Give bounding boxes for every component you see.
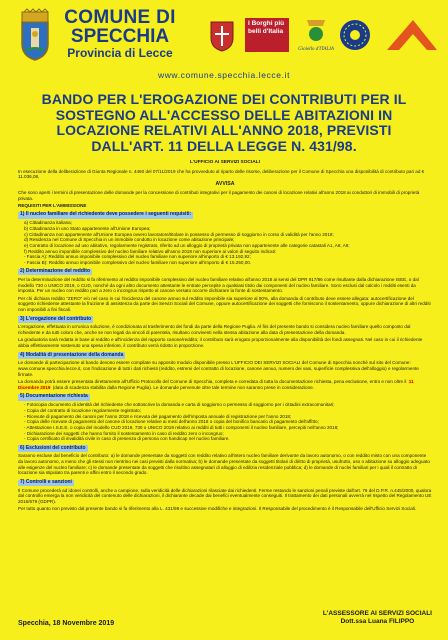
signatory-role: L'ASSESSORE AI SERVIZI SOCIALI [322,610,432,617]
section-3-text-2: La graduatoria sarà redatta in base al reddito e all'incidenza del rapporto canone/reddito; il contributo sarà erogato proporzionalmente alla disponibilità dei fondi assegnati. Nel caso in cui il richiedente abbia effettivamente sostenuto una spesa inferiore, il contributo verrà ridotto in proporzione. [18,337,423,348]
section-4-text-3: (data di scadenza stabilita dalla Regione Puglia). Le domande pervenute oltre tale termine non saranno prese in considerazione. [52,384,314,390]
list-item: - Dichiarazione dei soggetti che hanno fornito il sostentamento in caso di reddito zero o incongruo; [24,430,224,436]
partner-logos [205,14,445,64]
section-6-heading: 6) Esclusioni del contributo [20,444,86,451]
coat-of-arms-icon [209,18,235,52]
footer [18,608,432,634]
section-1-heading: 1) Il nucleo familiare del richiedente deve possedere i seguenti requisiti: [20,211,192,218]
list-item: - Fascia B): Reddito annuo imponibile complessivo del nucleo familiare non superiore all'importo di € 15.250,00. [24,260,252,266]
section-3-text: L'erogazione, effettuata in un'unica soluzione, è condizionata al trasferimento dei fondi da parte della Regione Puglia. Al fini del presente bando si considera nucleo familiare quello composto dal richiedente e da tutti coloro che, anche se non legati da vincoli di parentela, risultano conviventi nella stessa abitazione alla data di presentazione della domanda. [18,324,411,336]
gioiello-logo-icon [298,16,334,56]
section-4-heading: 4) Modalità di presentazione della domanda [20,351,124,358]
section-7-text-2: Per tutto quanto non previsto dal presente bando si fa riferimento alla L. 431/98 e successive modifiche e integrazioni. Il Responsabile del procedimento è il Responsabile dell'Ufficio Servizi Sociali. [18,506,417,512]
signatory-name: Dott.ssa Luana FILIPPO [340,618,415,625]
list-item: e) Contratto di locazione ad uso abitativo, regolarmente registrato, riferito ad un alloggio di proprietà privata non appartenente alle categorie catastali A1, A8, A9; [24,242,350,248]
section-2-heading: 2) Determinazione del reddito [20,268,91,275]
municipal-crest-icon [18,10,52,62]
provincia-label: Provincia di Lecce [67,46,173,60]
list-item: - Fascia A): Reddito annuo imponibile complessivo del nucleo familiare non superiore all'importo di € 13.192,92; [24,254,251,260]
section-5-heading: 5) Documentazione richiesta [20,393,88,400]
comune-line-2: SPECCHIA [70,26,170,47]
intro-paragraph: In esecuzione della deliberazione di Giunta Regionale n. 4460 del 07/11/2019 che ha provveduto al riparto delle risorse, deliberazione per il Comune di Specchia una disponibilità di contributo pari ad € 11.036,08, [18,168,425,180]
section-4-deadline-paragraph [18,379,432,390]
section-6-text: Saranno escluse dal beneficio del contributo: a) le domande presentate da soggetti con reddito relativo all'intero nucleo familiare derivante da lavoro autonomo, o con reddito misto con una componente da lavoro autonomo, a meno che gli stessi non rientrino nei casi previsti dalla normativa; b) le domande presentate da soggetti titolari di diritto di proprietà, usufrutto, uso o abitazione su alloggio adeguato alle esigenze del nucleo familiare; c) le domande presentate da soggetti che risultino assegnatari di alloggio di edilizia residenziale pubblica; d) le domande di nuclei familiari per i quali il contratto di locazione sia stipulato tra parenti e affini entro il secondo grado. [18,453,430,476]
header [0,0,448,82]
list-item: d) Residenza nel Comune di Specchia in un immobile condotto in locazione come abitazione principale; [24,237,235,243]
list-item: - Attestazione I.S.E.E. o copia del modello CUD 2019, 730 o UNICO 2019 relativo ai redditi di tutti i componenti il nucleo familiare, percepiti nell'anno 2018; [24,424,339,430]
municipality-title [60,8,180,60]
section-1-list [18,220,432,266]
borghi-logo: I Borghi più belli d'Italia [245,18,289,52]
section-5-list [18,402,432,442]
list-item: - Copia delle ricevute di pagamento del canone di locazione relative ai mesi dell'anno 2018 o copia del bonifico bancario di pagamento dell'affitto; [24,419,319,425]
deadline-date: 11 Dicembre 2019 [18,379,414,390]
avviso-text: Che sono aperti i termini di presentazione delle domande per la concessione di contributi integrativi per il pagamento dei canoni di locazione relativi all'anno 2018 ai conduttori di immobili di proprietà privata. [18,189,420,201]
list-item: - Copia certificato di invalidità civile in caso di presenza di persona con handicap nel nucleo familiare. [24,436,230,442]
section-2-text-2: Per chi dichiara reddito "ZERO" e/o nel caso in cui l'incidenza del canone annuo sul reddito imponibile sia superiore al 90%, alla domanda di contributo deve essere allegata: autocertificazione del soggetto richiedente attestante la fruizione di assistenza da parte dei Servizi Sociali del Comune, oppure autocertificazione dei soggetti che forniscono il sostentamento, oppure dichiarazione di altri redditi non imponibili a fini fiscali. [18,295,431,312]
website-url: www.comune.specchia.lecce.it [157,70,291,80]
list-item: - Fotocopia documento di identità del richiedente che sottoscrive la domanda e carta di soggiorno o permesso di soggiorno per i cittadini extracomunitari; [24,402,335,408]
list-item: - Ricevute di pagamento dei canoni per l'anno 2018 e ricevuta del pagamento dell'imposta annuale di registrazione per l'anno 2018; [24,413,292,419]
cultural-logo-icon [383,16,441,56]
list-item: - Copia del contratto di locazione regolarmente registrato; [24,407,141,413]
place-date: Specchia, 18 Novembre 2019 [18,620,115,627]
signature-block [323,610,432,626]
regional-seal-icon [337,18,373,52]
notice-title: BANDO PER L'EROGAZIONE DEI CONTRIBUTI PER IL SOSTEGNO ALL'ACCESSO DELLE ABITAZIONI IN LOCAZIONE RELATIVI ALL'ANNO 2018, PREVISTI DALL'ART. 11 DELLA LEGGE N. 431/98. [41,91,407,154]
list-item: f) Reddito annuo imponibile complessivo del nucleo familiare relativo all'anno 2018 non superiore ai valori di seguito indicati: [24,248,277,254]
section-4-text-2: La domanda potrà essere presentata direttamente all'Ufficio Protocollo del Comune di Specchia, completa e corredata di tutta la documentazione richiesta, pena esclusione, entro e non oltre il [18,379,407,384]
section-3-heading: 3) L'erogazione del contributo [20,315,92,322]
gioiello-logo-text: Gioiello d'ITALIA [298,47,334,52]
list-item: b) Cittadinanza in uno Stato appartenente all'Unione Europea; [24,225,151,231]
section-4-text: Le domande di partecipazione al bando devono essere compilate su apposito modulo disponibile presso L'UFFICIO DEI SERVIZI SOCIALI del Comune di Specchia nonché sul sito del Comune: www.comune.specchia.lecce.it, con l'indicazione di tutti i dati richiesti (reddito, estremi del contratto di locazione, canone annuo, numero dei vani, superficie complessiva dell'alloggio) e regolarmente firmate. [18,360,419,377]
section-7-text: Il Comune procederà ad idonei controlli, anche a campione, sulla veridicità delle dichiarazioni rilasciate dai richiedenti. Ferme restando le sanzioni penali previste dall'art. 76 del D.P.R. n.445/2000, qualora dal controllo emerga la non veridicità del contenuto delle dichiarazioni, il dichiarante decade dai benefici eventualmente conseguiti. Il trattamento dei dati personali avverrà nel rispetto del Regolamento UE 2016/679 (GDPR). [18,487,432,505]
section-7-heading: 7) Controlli e sanzioni [20,479,72,486]
list-item: c) Cittadinanza non appartenente all'Unione Europea ovvero lavoratore/titolare in possesso di permesso di soggiorno in corso di validità per l'anno 2018; [24,231,334,237]
issuing-office: L'UFFICIO AI SERVIZI SOCIALI [190,160,260,165]
avviso-heading: AVVISA [215,181,235,188]
requisiti-heading: REQUISITI PER L'AMMISSIONE [18,202,87,208]
comune-line-1: COMUNE DI [64,7,176,28]
notice-body [18,160,432,514]
section-2-text: Per la determinazione del reddito si fa riferimento al reddito imponibile complessivo del nucleo familiare relativo all'anno 2018 ai sensi del DPR 917/86 come risultante dalla dichiarazione ISEE, o dal modello 730 o UNICO 2019, o CUD, nonché da ogni altro documento attestante le entrate percepite a qualsiasi titolo dai componenti del nucleo familiare. Sono esclusi dal calcolo i redditi esenti da imposta. Per un nucleo con reddito pari a zero o incongruo rispetto al canone versato occorre dichiarare la fonte di sostentamento. [18,276,419,294]
list-item: a) Cittadinanza italiana; [24,220,73,226]
